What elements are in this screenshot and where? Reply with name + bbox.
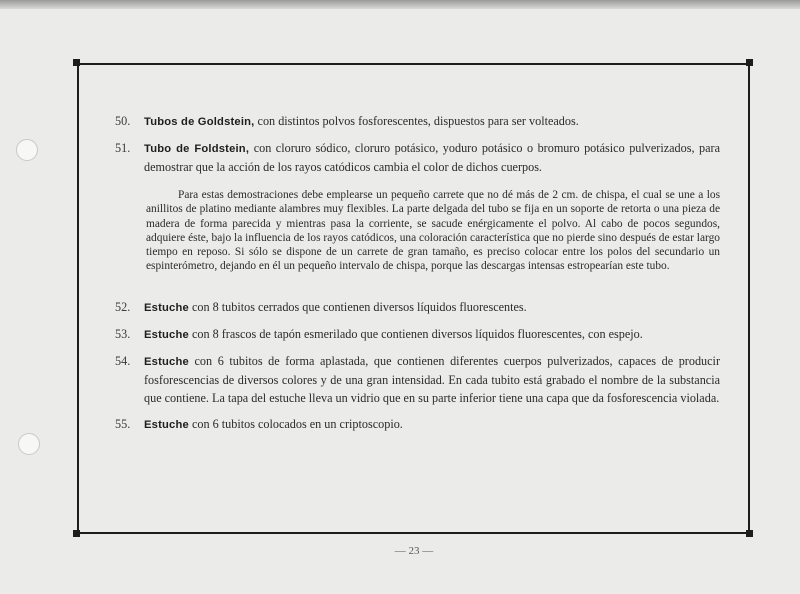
entry-text: con distintos polvos fosforescentes, dispuestos para ser volteados. [257,114,579,128]
entry-heading: Estuche [144,418,189,431]
scan-top-edge [0,0,800,9]
frame-corner-mark [746,530,753,537]
entry-heading: Tubo de Foldstein, [144,143,250,155]
entry-text: con 6 tubitos colocados en un criptoscopio. [191,416,403,431]
entry-heading: Estuche [144,301,189,314]
entry-number: 53. [115,326,131,341]
entry-number: 50. [115,114,131,128]
catalog-entry-52 [115,298,720,317]
entry-body [144,352,720,407]
catalog-entry-50 [115,112,720,131]
page-number: — 23 — [394,545,434,557]
entry-heading: Tubos de Goldstein, [144,116,255,128]
entry-body [144,112,720,131]
punch-hole [18,433,40,455]
entry-text: con 8 frascos de tapón esmerilado que contienen diversos líquidos fluorescentes, con espejo. [191,326,643,341]
entry-text: con cloruro sódico, cloruro potásico, yoduro potásico o bromuro potásico pulverizados, para demostrar que la acción de los rayos catódicos cambia el color de dichos cuerpos. [144,141,721,174]
entry-heading: Estuche [144,328,189,341]
entry-body [144,325,720,344]
frame-corner-mark [73,530,80,537]
entry-text: con 6 tubitos de forma aplastada, que contienen diferentes cuerpos pulverizados, capaces de producir fosforescencias de diversos colores y de una gran intensidad. En cada tubito está grabado el nombre de la substancia que contiene. La tapa del estuche lleva un vidrio que en su parte inferior tiene una capa que da fosforescencia violada. [144,353,720,405]
demonstration-note: Para estas demostraciones debe emplearse un pequeño carrete que no dé más de 2 cm. de chispa, el cual se une a los anillitos de platino mediante alambres muy flexibles. La parte delgada del tubo se fija en un soporte de retorta o una pieza de madera de forma parecida y mientras pasa la corriente, se sacude enérgicamente el polvo. Al cabo de pocos segundos, adquiere éste, bajo la influencia de los rayos catódicos, una coloración característica que no pierde sino después de estar largo tiempo en reposo. Si sólo se dispone de un carrete de gran tamaño, es preciso colocar entre los polos del secundario un espinterómetro, dejando en él un pequeño intervalo de chispa, porque las descargas intensas estropearían este tubo. [146,189,720,273]
entry-body [144,298,720,317]
entry-number: 55. [115,416,131,431]
entry-number: 51. [115,141,131,155]
entry-body [144,139,720,176]
entry-number: 54. [115,353,131,368]
catalog-entry-53 [115,325,720,344]
entry-number: 52. [115,299,131,314]
frame-corner-mark [746,59,753,66]
entry-text: con 8 tubitos cerrados que contienen diversos líquidos fluorescentes. [191,299,527,314]
frame-corner-mark [73,59,80,66]
catalog-entry-51 [115,139,720,176]
entry-body [144,415,720,434]
punch-hole [16,139,38,161]
entry-heading: Estuche [144,355,189,368]
catalog-content [115,112,720,442]
catalog-entry-55 [115,415,720,434]
catalog-entry-54 [115,352,720,407]
